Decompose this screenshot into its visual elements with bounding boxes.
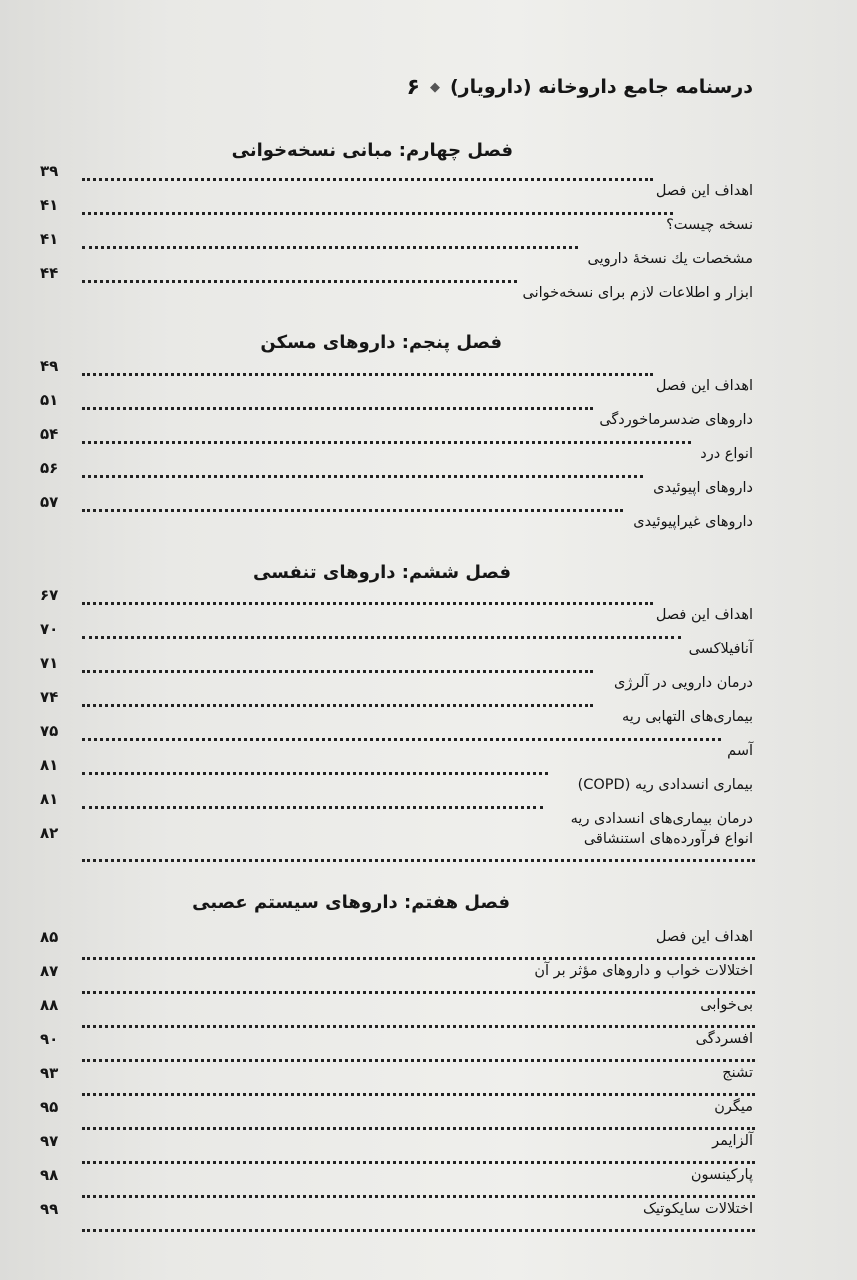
entry-page-number: ۵۱ (40, 391, 59, 409)
entry-page-number: ۳۹ (40, 162, 59, 180)
toc-entry[interactable] (40, 162, 753, 200)
toc-entry[interactable] (40, 230, 753, 268)
entry-page-number: ۹۳ (40, 1064, 59, 1082)
entry-page-number: ۵۴ (40, 425, 59, 443)
entry-label: انواع فرآورده‌های استنشاقی (583, 831, 753, 847)
entry-page-number: ۴۱ (40, 196, 59, 214)
toc-entry[interactable] (40, 1126, 753, 1160)
leader-dots (82, 373, 653, 376)
toc-entry[interactable] (40, 196, 753, 234)
toc-entry[interactable] (40, 654, 753, 692)
leader-dots (82, 1229, 755, 1232)
toc-entry[interactable] (40, 1194, 753, 1228)
toc-entry[interactable] (40, 620, 753, 658)
leader-dots (82, 280, 517, 283)
entry-page-number: ۸۲ (40, 824, 59, 842)
toc-entry[interactable] (40, 357, 753, 395)
chapter-title: فصل ششم: داروهای تنفسی (252, 562, 511, 583)
entry-page-number: ۹۸ (40, 1166, 59, 1184)
entry-label: داروهای اپیوئیدی (653, 480, 753, 496)
entry-label: درمان دارویی در آلرژی (614, 675, 753, 691)
entry-page-number: ۸۱ (40, 756, 59, 774)
toc-entry[interactable] (40, 264, 753, 302)
entry-label: درمان بیماری‌های انسدادی ریه (570, 811, 753, 827)
entry-label: اختلالات سایکوتیک (642, 1201, 753, 1217)
page-header (407, 70, 753, 104)
leader-dots (82, 407, 593, 410)
toc-entry[interactable] (40, 990, 753, 1024)
toc-entry[interactable] (40, 1160, 753, 1194)
entry-label: اختلالات خواب و داروهای مؤثر بر آن (534, 963, 753, 979)
entry-page-number: ۷۴ (40, 688, 59, 706)
toc-entry[interactable] (40, 586, 753, 624)
entry-page-number: ۵۷ (40, 493, 59, 511)
entry-page-number: ۸۸ (40, 996, 59, 1014)
toc-entry[interactable] (40, 722, 753, 760)
toc-entry[interactable] (40, 1058, 753, 1092)
toc-entry[interactable] (40, 493, 753, 531)
entry-page-number: ۸۵ (40, 928, 59, 946)
entry-label: آسم (727, 743, 753, 759)
toc-entry[interactable] (40, 956, 753, 990)
leader-dots (82, 246, 578, 249)
page-number: ۶ (406, 74, 420, 100)
entry-page-number: ۸۱ (40, 790, 59, 808)
leader-dots (82, 441, 691, 444)
entry-label: تشنج (722, 1065, 753, 1081)
entry-page-number: ۷۰ (40, 620, 59, 638)
entry-label: بی‌خوابی (700, 997, 753, 1013)
entry-page-number: ۹۷ (40, 1132, 59, 1150)
toc-entry[interactable] (40, 824, 753, 862)
entry-label: داروهای غیراپیوئیدی (633, 514, 753, 530)
leader-dots (82, 859, 755, 862)
entry-label: اهداف این فصل (655, 378, 753, 394)
book-title: درسنامه جامع داروخانه (دارویار) (449, 76, 753, 98)
entry-page-number: ۴۱ (40, 230, 59, 248)
toc-entry[interactable] (40, 459, 753, 497)
leader-dots (82, 670, 593, 673)
diamond-icon: ◆ (429, 79, 440, 95)
entry-page-number: ۸۷ (40, 962, 59, 980)
toc-entry[interactable] (40, 790, 753, 828)
toc-entry[interactable] (40, 1024, 753, 1058)
entry-page-number: ۴۹ (40, 357, 59, 375)
toc-entry[interactable] (40, 688, 753, 726)
leader-dots (82, 704, 593, 707)
toc-entry[interactable] (40, 425, 753, 463)
chapter-title: فصل پنجم: داروهای مسکن (260, 332, 502, 353)
entry-label: ابزار و اطلاعات لازم برای نسخه‌خوانی (522, 285, 753, 301)
toc-entry[interactable] (40, 1092, 753, 1126)
toc-entry[interactable] (40, 922, 753, 956)
leader-dots (82, 212, 673, 215)
entry-label: پارکینسون (690, 1167, 753, 1183)
entry-label: اهداف این فصل (655, 607, 753, 623)
entry-label: اهداف این فصل (655, 929, 753, 945)
entry-label: بیماری‌های التهابی ریه (621, 709, 753, 725)
entry-page-number: ۴۴ (40, 264, 59, 282)
leader-dots (82, 772, 548, 775)
entry-page-number: ۷۵ (40, 722, 59, 740)
leader-dots (82, 806, 543, 809)
chapter-title: فصل هفتم: داروهای سیستم عصبی (192, 892, 510, 913)
leader-dots (82, 636, 681, 639)
entry-page-number: ۹۹ (40, 1200, 59, 1218)
entry-label: بیماری انسدادی ریه (COPD) (577, 777, 753, 793)
leader-dots (82, 475, 643, 478)
leader-dots (82, 178, 653, 181)
chapter-title: فصل چهارم: مبانی نسخه‌خوانی (231, 140, 513, 161)
toc-entry[interactable] (40, 391, 753, 429)
entry-page-number: ۶۷ (40, 586, 59, 604)
toc-entry[interactable] (40, 756, 753, 794)
entry-label: میگرن (714, 1099, 753, 1115)
leader-dots (82, 602, 653, 605)
entry-page-number: ۵۶ (40, 459, 59, 477)
entry-label: آنافیلاکسی (688, 641, 753, 657)
leader-dots (82, 509, 623, 512)
entry-label: انواع درد (700, 446, 753, 462)
entry-page-number: ۷۱ (40, 654, 59, 672)
entry-label: اهداف این فصل (655, 183, 753, 199)
entry-page-number: ۹۵ (40, 1098, 59, 1116)
entry-label: داروهای ضدسرماخوردگی (599, 412, 753, 428)
entry-label: نسخه چیست؟ (666, 217, 753, 233)
entry-label: مشخصات یك نسخهٔ دارویی (587, 251, 753, 267)
entry-page-number: ۹۰ (40, 1030, 59, 1048)
entry-label: افسردگی (695, 1031, 753, 1047)
leader-dots (82, 738, 721, 741)
entry-label: آلزایمر (712, 1133, 753, 1149)
